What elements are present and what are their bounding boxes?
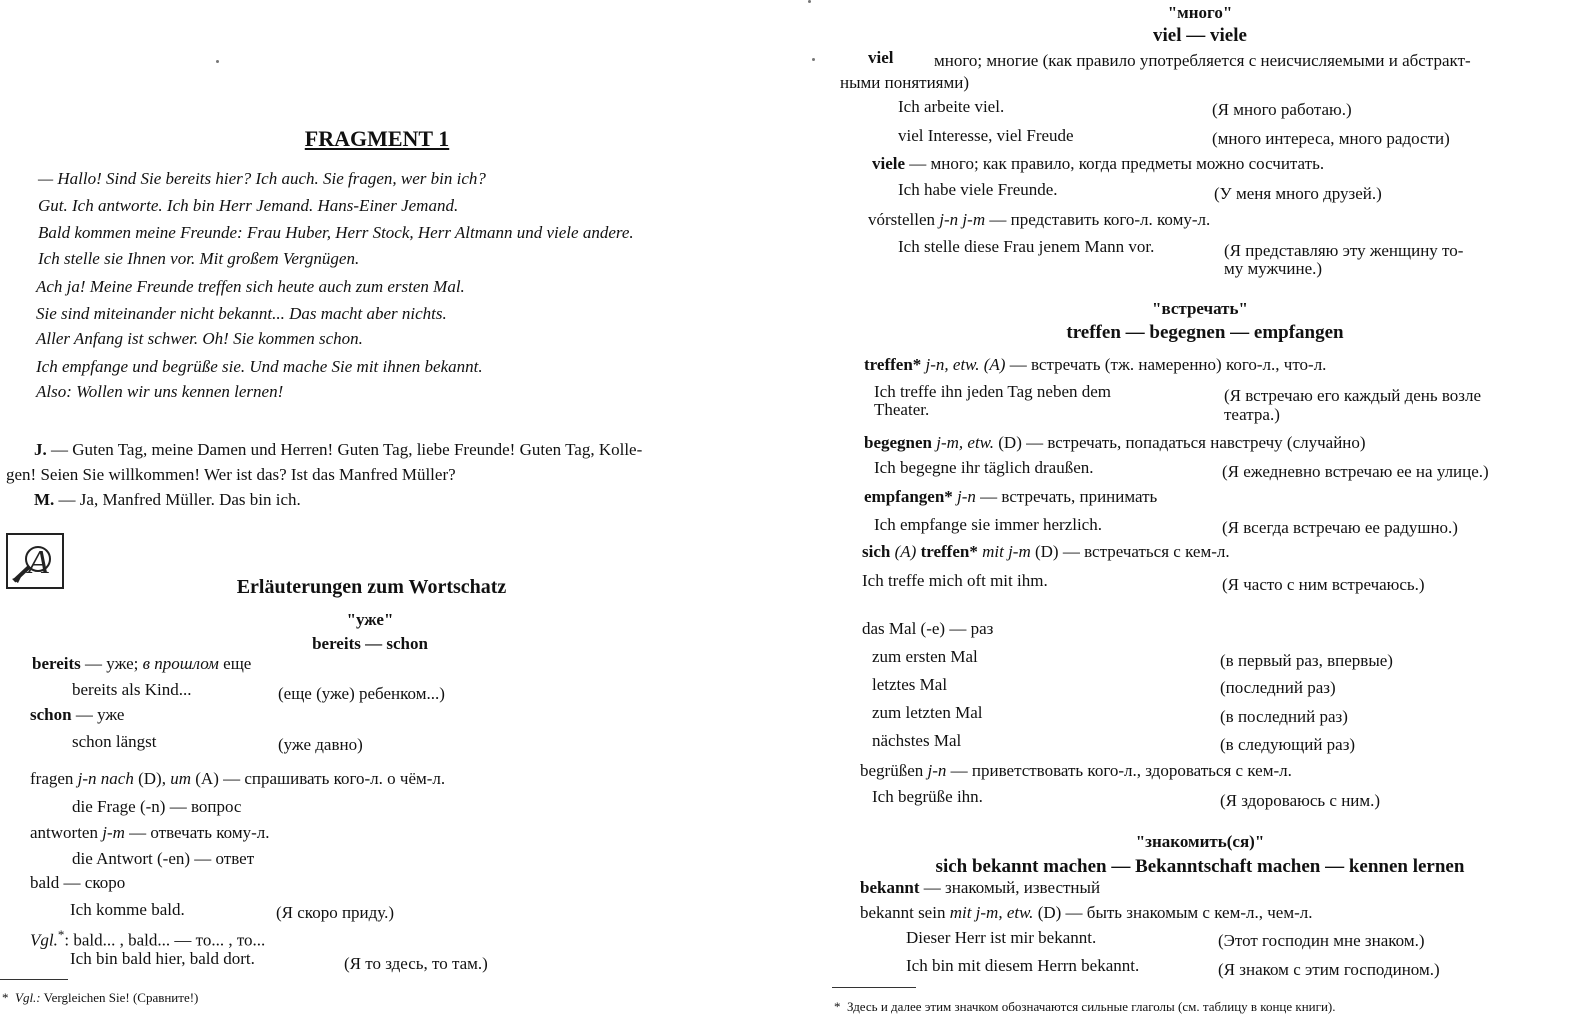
example-de: Ich bin mit diesem Herrn bekannt. [906, 956, 1140, 975]
entry-schon [30, 706, 124, 723]
poem-line: Sie sind miteinander nicht bekannt... Das macht aber nichts. [36, 304, 447, 323]
group-title-ru: "встречать" [1152, 299, 1248, 318]
footnote-mark: * [834, 999, 841, 1014]
definition: — спрашивать кого-л. о чём-л. [218, 769, 446, 788]
example-ru: (еще (уже) ребенком...) [278, 684, 445, 703]
grammar: j-m, etw. [932, 433, 995, 452]
footnote [2, 991, 198, 1004]
grammar: (A) [890, 542, 921, 561]
group-title-ru: "уже" [346, 610, 394, 629]
definition: — много; как правило, когда предметы можно сосчитать. [905, 154, 1325, 173]
vgl-line [30, 928, 265, 949]
grammar: mit j-m, etw. [949, 903, 1034, 922]
footnote-abbr: Vgl.: [15, 990, 41, 1005]
grammar: j-n [927, 761, 947, 780]
poem-line: Gut. Ich antworte. Ich bin Herr Jemand. Hans-Einer Jemand. [38, 196, 459, 215]
entry-bekannt [860, 879, 1100, 896]
definition: много; многие (как правило употребляется с неисчисляемыми и абстракт- [934, 51, 1471, 70]
mal-row-de: letztes Mal [872, 675, 948, 694]
headword: fragen [30, 769, 78, 788]
example-ru: (Я часто с ним встречаюсь.) [1222, 575, 1425, 594]
example-ru: (много интереса, много радости) [1212, 129, 1450, 148]
poem-line: Aller Anfang ist schwer. Oh! Sie kommen schon. [36, 329, 363, 348]
definition-italic: в прошлом [142, 654, 219, 673]
entry-treffen [864, 356, 1326, 373]
grammar: (D) [1033, 903, 1062, 922]
example-de: Ich begegne ihr täglich draußen. [874, 458, 1094, 477]
definition-cont: ными понятиями) [840, 73, 970, 92]
group-title-ru: "много" [1167, 3, 1233, 22]
grammar: j-n nach [77, 769, 134, 788]
group-title-de: bereits — schon [312, 634, 428, 653]
poem-line: Ich stelle sie Ihnen vor. Mit großem Vergnügen. [38, 249, 360, 268]
dialog-line-j-cont: gen! Seien Sie willkommen! Wer ist das? Ist das Manfred Müller? [6, 465, 456, 484]
definition: — встречать, принимать [975, 487, 1158, 506]
headword: begrüßen [860, 761, 928, 780]
headword: antworten [30, 823, 103, 842]
entry-fragen [30, 770, 445, 787]
example-ru: (Я то здесь, то там.) [344, 954, 488, 973]
example-de: Ich treffe mich oft mit ihm. [862, 571, 1048, 590]
example-ru: (Этот господин мне знаком.) [1218, 931, 1425, 950]
grammar: um [170, 769, 191, 788]
entry-viel [868, 49, 894, 66]
poem-line: Ach ja! Meine Freunde treffen sich heute auch zum ersten Mal. [36, 277, 465, 296]
group-title-ru: "знакомить(ся)" [1135, 832, 1265, 851]
headword: bereits [32, 654, 81, 673]
example-de: Dieser Herr ist mir bekannt. [906, 928, 1097, 947]
footnote-mark: * [57, 927, 65, 942]
footnote [834, 1000, 1335, 1013]
headword: treffen* [920, 542, 978, 561]
example-de-cont: Theater. [874, 400, 930, 419]
example-de: Ich arbeite viel. [898, 97, 1005, 116]
definition: : bald... , bald... — то... , то... [64, 930, 266, 950]
grammar: mit j-m [977, 542, 1031, 561]
mal-row-ru: (в последний раз) [1220, 707, 1348, 726]
vgl-label: Vgl. [30, 930, 58, 950]
footnote-text: Здесь и далее этим значком обозначаются сильные глаголы (см. таблицу в конце книги). [847, 999, 1336, 1014]
dialog-text: — Guten Tag, meine Damen und Herren! Guten Tag, liebe Freunde! Guten Tag, Kolle- [51, 440, 643, 459]
definition: еще [218, 654, 252, 673]
footnote-mark: * [2, 990, 9, 1005]
headword: viele [872, 154, 906, 173]
definition: — представить кого-л. кому-л. [985, 210, 1211, 229]
example-ru: (Я ежедневно встречаю ее на улице.) [1222, 462, 1489, 481]
entry-bereits [32, 655, 251, 672]
entry-mal: das Mal (-e) — раз [862, 619, 994, 638]
grammar: j-n j-m [939, 210, 986, 229]
section-title: Erläuterungen zum Wortschatz [236, 576, 507, 598]
mal-row-ru: (в первый раз, впервые) [1220, 651, 1393, 670]
headword: bekannt sein [860, 903, 950, 922]
entry-antworten [30, 824, 269, 841]
magnifier-book-icon [6, 533, 64, 589]
headword: empfangen* [864, 487, 953, 506]
entry-vorstellen [868, 211, 1210, 228]
svg-text:A: A [28, 544, 49, 581]
entry-begegnen [864, 434, 1366, 451]
example-ru-cont: театра.) [1224, 405, 1280, 424]
mal-row-ru: (в следующий раз) [1220, 735, 1356, 754]
grammar: (A) [979, 355, 1006, 374]
headword: sich [862, 542, 891, 561]
grammar: (D), [133, 769, 171, 788]
dialog-line-j [34, 441, 642, 458]
entry-empfangen [864, 488, 1157, 505]
example-ru: (Я скоро приду.) [276, 903, 394, 922]
example-de: Ich empfange sie immer herzlich. [874, 515, 1102, 534]
definition: — приветствовать кого-л., здороваться с кем-л. [946, 761, 1292, 780]
grammar: (D) [994, 433, 1022, 452]
example-ru: (Я представляю эту женщину то- [1224, 241, 1464, 260]
definition: — уже; [80, 654, 143, 673]
headword: vórstellen [868, 210, 940, 229]
example-de: Ich bin bald hier, bald dort. [70, 949, 255, 968]
group-title-de: viel — viele [1153, 25, 1247, 46]
group-title-de: sich bekannt machen — Bekanntschaft machen — kennen lernen [935, 856, 1465, 877]
mal-row-de: nächstes Mal [872, 731, 962, 750]
example-de: Ich komme bald. [70, 900, 185, 919]
grammar: (D) [1030, 542, 1059, 561]
poem-line: Bald kommen meine Freunde: Frau Huber, Herr Stock, Herr Altmann und viele andere. [38, 223, 634, 242]
entry-bekannt-sein [860, 904, 1313, 921]
poem-line: Also: Wollen wir uns kennen lernen! [36, 382, 284, 401]
speaker-m: M. [34, 490, 55, 509]
definition: — знакомый, известный [919, 878, 1101, 897]
example-de: Ich treffe ihn jeden Tag neben dem [874, 382, 1112, 401]
example-de: bereits als Kind... [72, 680, 192, 699]
poem-line: — Hallo! Sind Sie bereits hier? Ich auch. Sie fragen, wer bin ich? [38, 169, 486, 188]
mal-row-ru: (последний раз) [1220, 678, 1336, 697]
definition: — быть знакомым с кем-л., чем-л. [1061, 903, 1313, 922]
example-ru: (Я встречаю его каждый день возле [1224, 386, 1482, 405]
example-ru: (У меня много друзей.) [1214, 184, 1382, 203]
grammar: j-m [102, 823, 125, 842]
example-de: Ich begrüße ihn. [872, 787, 983, 806]
example-ru: (Я всегда встречаю ее радушно.) [1222, 518, 1458, 537]
example-de: Ich stelle diese Frau jenem Mann vor. [898, 237, 1155, 256]
fragment-title: FRAGMENT 1 [304, 126, 450, 151]
example-ru: (Я много работаю.) [1212, 100, 1352, 119]
grammar: (A) [191, 769, 219, 788]
footnote-rule [0, 979, 68, 980]
dialog-text: — Ja, Manfred Müller. Das bin ich. [58, 490, 301, 509]
example-ru-cont: му мужчине.) [1224, 259, 1323, 278]
entry-begruessen [860, 762, 1292, 779]
definition: — встречать, попадаться навстречу (случайно) [1021, 433, 1366, 452]
definition: — встречаться с кем-л. [1058, 542, 1230, 561]
entry-bald: bald — скоро [30, 873, 126, 892]
subentry: die Frage (-n) — вопрос [72, 797, 242, 816]
speaker-j: J. [34, 440, 47, 459]
entry-viele [872, 155, 1324, 172]
headword: treffen* [864, 355, 922, 374]
group-title-de: treffen — begegnen — empfangen [1066, 322, 1344, 343]
headword: bekannt [860, 878, 920, 897]
entry-sich-treffen [862, 543, 1230, 560]
mal-row-de: zum letzten Mal [872, 703, 983, 722]
definition: — встречать (тж. намеренно) кого-л., что-л. [1005, 355, 1327, 374]
definition: — уже [71, 705, 125, 724]
grammar: j-n [952, 487, 976, 506]
headword: viel [868, 48, 894, 67]
poem-line: Ich empfange und begrüße sie. Und mache Sie mit ihnen bekannt. [36, 357, 483, 376]
mal-row-de: zum ersten Mal [872, 647, 978, 666]
footnote-text: Vergleichen Sie! (Сравните!) [40, 990, 199, 1005]
example-de: schon längst [72, 732, 157, 751]
dialog-line-m [34, 491, 301, 508]
headword: begegnen [864, 433, 932, 452]
example-ru: (уже давно) [278, 735, 363, 754]
example-ru: (Я знаком с этим господином.) [1218, 960, 1440, 979]
example-ru: (Я здороваюсь с ним.) [1220, 791, 1381, 810]
footnote-rule [832, 987, 916, 988]
subentry: die Antwort (-en) — ответ [72, 849, 255, 868]
example-de: viel Interesse, viel Freude [898, 126, 1074, 145]
definition: — отвечать кому-л. [124, 823, 270, 842]
grammar: j-n, etw. [921, 355, 980, 374]
headword: schon [30, 705, 72, 724]
example-de: Ich habe viele Freunde. [898, 180, 1058, 199]
